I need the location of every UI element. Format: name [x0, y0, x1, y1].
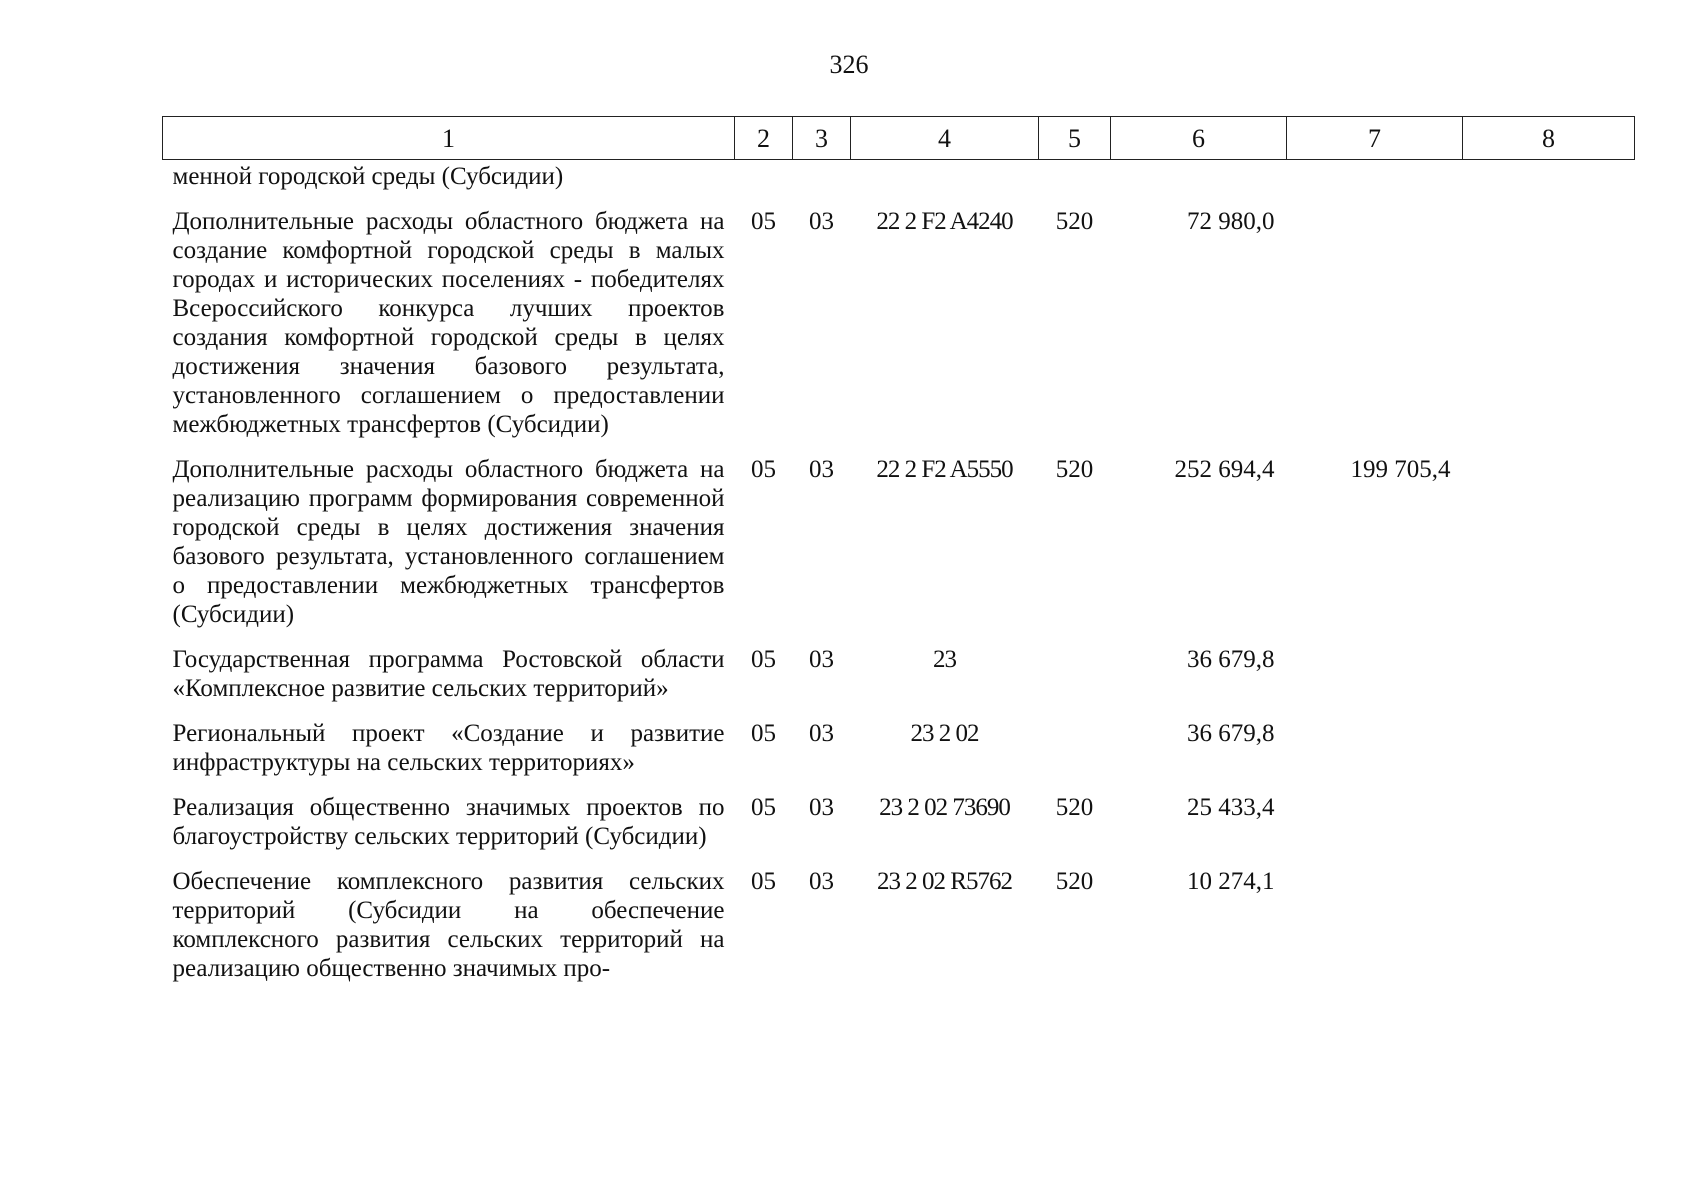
row-amount-3 — [1463, 455, 1635, 645]
row-amount-3 — [1463, 207, 1635, 455]
table-row — [163, 160, 1635, 208]
row-section: 05 — [751, 868, 776, 895]
row-amount-1: 10 274,1 — [1187, 868, 1275, 895]
row-subsection — [793, 160, 851, 208]
row-expense-type — [1039, 160, 1111, 208]
table-row — [163, 207, 1635, 455]
budget-table — [162, 116, 1635, 999]
row-name: Дополнительные расходы областного бюджета на создание комфортной городской среды в малых городах и исторических поселениях - победителях Всероссийского конкурса лучших проектов создания комфортной городской среды в целях достижения значения базового результата, установленного соглашением о предоставлении межбюджетных трансфертов (Субсидии) — [172, 208, 725, 438]
column-header-1: 1 — [163, 117, 735, 160]
row-amount-1 — [1111, 160, 1287, 208]
column-header-7: 7 — [1287, 117, 1463, 160]
table-row — [163, 867, 1635, 999]
row-target-code: 23 2 02 R5762 — [877, 868, 1012, 895]
row-subsection: 03 — [809, 720, 834, 747]
row-subsection: 03 — [809, 208, 834, 235]
table-row — [163, 645, 1635, 719]
row-subsection: 03 — [809, 456, 834, 483]
row-amount-3 — [1463, 867, 1635, 999]
row-expense-type — [1039, 719, 1111, 793]
row-amount-1: 252 694,4 — [1174, 456, 1275, 483]
row-amount-2 — [1287, 160, 1463, 208]
row-target-code: 23 2 02 — [910, 720, 979, 747]
column-header-6: 6 — [1111, 117, 1287, 160]
row-amount-3 — [1463, 645, 1635, 719]
column-header-2: 2 — [735, 117, 793, 160]
table-row — [163, 719, 1635, 793]
row-target-code: 23 2 02 73690 — [879, 794, 1010, 821]
row-subsection: 03 — [809, 794, 834, 821]
row-expense-type: 520 — [1055, 208, 1094, 235]
row-amount-1: 25 433,4 — [1187, 794, 1275, 821]
row-target-code: 23 — [933, 646, 956, 673]
column-header-5: 5 — [1039, 117, 1111, 160]
column-header-8: 8 — [1463, 117, 1635, 160]
row-section: 05 — [751, 794, 776, 821]
row-section: 05 — [751, 208, 776, 235]
row-amount-3 — [1463, 719, 1635, 793]
row-subsection: 03 — [809, 646, 834, 673]
table-header-row — [163, 117, 1635, 160]
row-name: Дополнительные расходы областного бюджета на реализацию программ формирования современной городской среды в целях достижения значения базового результата, установленного соглашением о предоставлении межбюджетных трансфертов (Субсидии) — [172, 456, 725, 628]
row-name: Обеспечение комплексного развития сельских территорий (Субсидии на обеспечение комплексного развития сельских территорий на реализацию общественно значимых про- — [172, 868, 725, 982]
page-number: 326 — [829, 50, 869, 79]
row-name: менной городской среды (Субсидии) — [172, 163, 564, 190]
row-name: Реализация общественно значимых проектов по благоустройству сельских территорий (Субсидии) — [172, 794, 725, 850]
column-header-3: 3 — [793, 117, 851, 160]
row-amount-2 — [1287, 867, 1463, 999]
row-amount-3 — [1463, 160, 1635, 208]
row-amount-3 — [1463, 793, 1635, 867]
row-section — [735, 160, 793, 208]
row-amount-2 — [1287, 719, 1463, 793]
table-row — [163, 793, 1635, 867]
row-expense-type: 520 — [1055, 794, 1094, 821]
row-amount-2: 199 705,4 — [1350, 456, 1451, 483]
row-amount-2 — [1287, 207, 1463, 455]
row-section: 05 — [751, 646, 776, 673]
row-amount-2 — [1287, 645, 1463, 719]
row-amount-2 — [1287, 793, 1463, 867]
column-header-4: 4 — [851, 117, 1039, 160]
row-amount-1: 36 679,8 — [1187, 720, 1275, 747]
row-name: Государственная программа Ростовской области «Комплексное развитие сельских территорий» — [172, 646, 725, 702]
row-section: 05 — [751, 720, 776, 747]
row-expense-type: 520 — [1055, 868, 1094, 895]
row-subsection: 03 — [809, 868, 834, 895]
row-target-code: 22 2 F2 A5550 — [876, 456, 1013, 483]
row-expense-type — [1039, 645, 1111, 719]
row-target-code: 22 2 F2 A4240 — [876, 208, 1013, 235]
row-expense-type: 520 — [1055, 456, 1094, 483]
row-target-code — [851, 160, 1039, 208]
row-amount-1: 36 679,8 — [1187, 646, 1275, 673]
table-row — [163, 455, 1635, 645]
row-section: 05 — [751, 456, 776, 483]
row-name: Региональный проект «Создание и развитие инфраструктуры на сельских территориях» — [172, 720, 725, 776]
row-amount-1: 72 980,0 — [1187, 208, 1275, 235]
